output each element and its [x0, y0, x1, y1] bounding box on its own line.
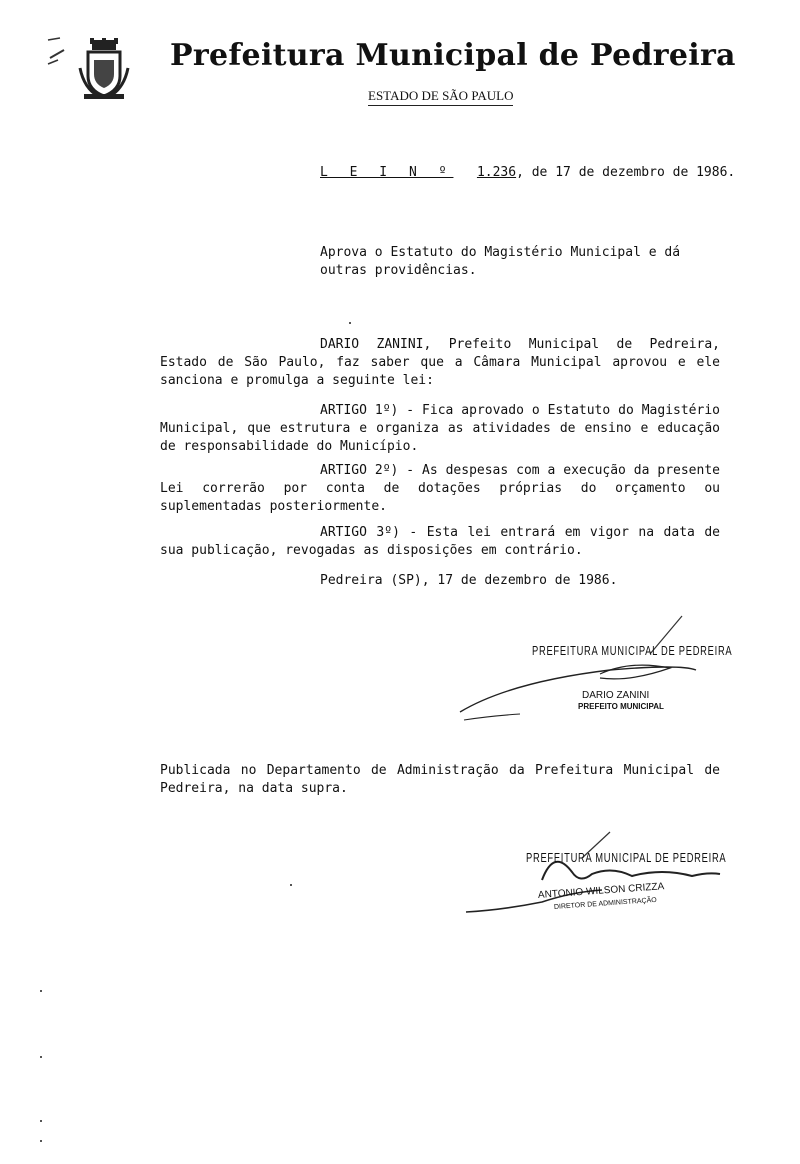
- director-role: DIRETOR DE ADMINISTRAÇÃO: [553, 896, 657, 911]
- director-stamp: PREFEITURA MUNICIPAL DE PEDREIRA: [526, 850, 727, 865]
- director-name: ANTONIO WILSON CRIZZA: [537, 881, 665, 901]
- article-3: ARTIGO 3º) - Esta lei entrará em vigor na data de sua publicação, revogadas as disposições em contrário.: [160, 525, 720, 558]
- scan-speck: [290, 884, 292, 886]
- preamble-paragraph: DARIO ZANINI, Prefeito Municipal de Pedreira, Estado de São Paulo, faz saber que a Câmara Municipal aprovou e ele sanciona e promulga a seguinte lei:: [160, 337, 720, 388]
- scan-speck: [349, 322, 351, 324]
- mayor-stamp: PREFEITURA MUNICIPAL DE PEDREIRA: [532, 643, 733, 658]
- municipal-crest-icon: [78, 38, 130, 100]
- law-number: 1.236: [476, 165, 517, 180]
- article-1: ARTIGO 1º) - Fica aprovado o Estatuto do Magistério Municipal, que estrutura e organiza as atividades de ensino e educação de responsabilidade do Município.: [160, 403, 720, 454]
- law-date: , de 17 de dezembro de 1986.: [516, 165, 736, 180]
- scan-speck: [40, 990, 42, 992]
- law-prefix: L E I N º: [320, 165, 454, 180]
- mayor-name: DARIO ZANINI: [582, 690, 650, 701]
- margin-mark-icon: [44, 34, 70, 70]
- law-title: [320, 164, 735, 182]
- scan-speck: [40, 1120, 42, 1122]
- publication-note: Publicada no Departamento de Administração da Prefeitura Municipal de Pedreira, na data supra.: [160, 763, 720, 796]
- page-title: Prefeitura Municipal de Pedreira: [170, 38, 736, 73]
- scan-speck: [40, 1056, 42, 1058]
- mayor-role: PREFEITO MUNICIPAL: [578, 702, 664, 711]
- article-2: ARTIGO 2º) - As despesas com a execução da presente Lei correrão por conta de dotações próprias do orçamento ou suplementadas posteriormente.: [160, 463, 720, 514]
- state-subtitle: ESTADO DE SÃO PAULO: [368, 88, 514, 103]
- place-date: Pedreira (SP), 17 de dezembro de 1986.: [320, 573, 618, 588]
- scan-speck: [40, 1140, 42, 1142]
- law-summary: Aprova o Estatuto do Magistério Municipal e dá outras providências.: [320, 245, 681, 278]
